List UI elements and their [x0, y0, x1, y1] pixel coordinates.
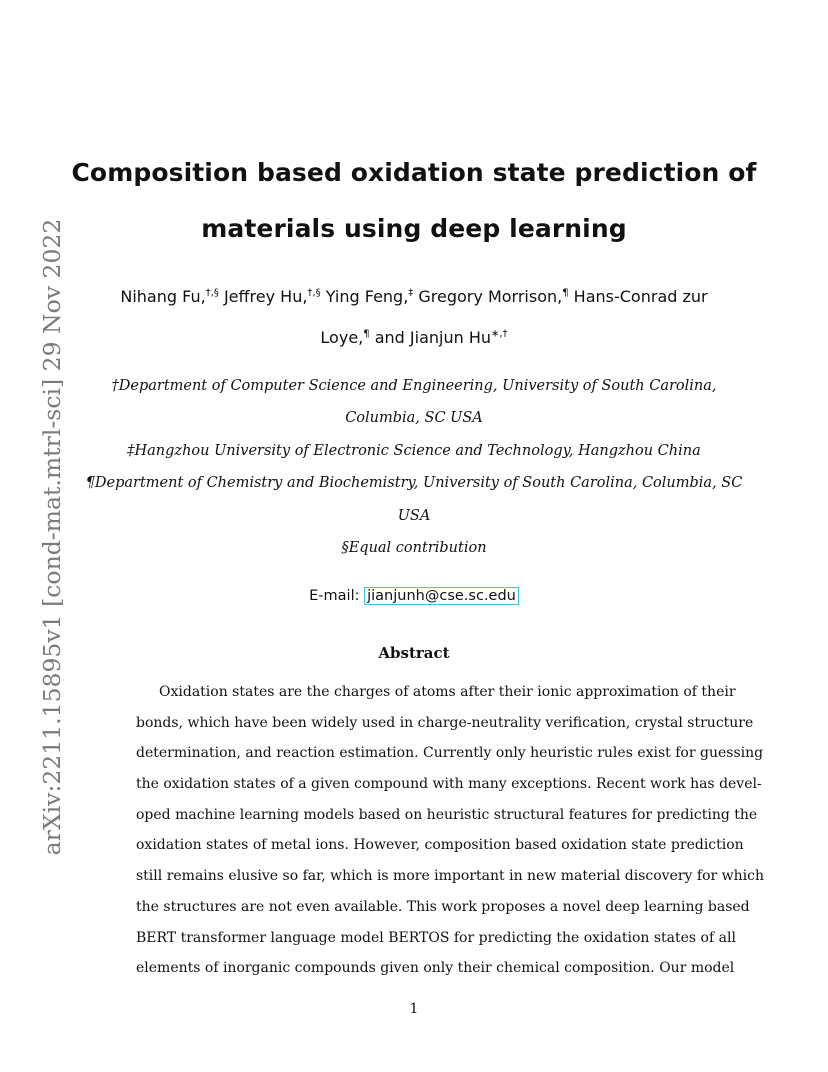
abstract-line: elements of inorganic compounds given only their chemical composition. Our model: [136, 960, 735, 977]
abstract-line: bonds, which have been widely used in charge-neutrality verification, crystal structure: [136, 714, 754, 731]
abstract-line: BERT transformer language model BERTOS for predicting the oxidation states of all: [136, 929, 736, 946]
abstract-line: oped machine learning models based on heuristic structural features for predicting the: [136, 806, 758, 823]
page-number: 1: [409, 1001, 419, 1017]
affiliation-line: ¶Department of Chemistry and Biochemistry, University of South Carolina, Columbia, SC: [85, 475, 743, 491]
author-affil-mark: †,§: [205, 287, 219, 299]
author-line-2: [0, 328, 828, 347]
abstract-line: still remains elusive so far, which is more important in new material discovery for which: [136, 868, 764, 885]
abstract-line: oxidation states of metal ions. However, composition based oxidation state prediction: [136, 837, 744, 854]
author-name: Hans-Conrad zur: [573, 287, 708, 306]
author-name: Jeffrey Hu,: [223, 287, 308, 306]
author-affil-mark: ¶: [562, 287, 569, 299]
abstract-heading: Abstract: [378, 644, 450, 662]
author-name: Gregory Morrison,: [418, 287, 563, 306]
abstract-line: Oxidation states are the charges of atoms after their ionic approximation of their: [159, 684, 736, 700]
abstract-line: the oxidation states of a given compound with many exceptions. Recent work has devel-: [136, 776, 762, 793]
affiliation-line: USA: [397, 508, 431, 524]
email-line: [0, 588, 828, 604]
author-affil-mark: ¶: [363, 328, 370, 340]
author-name: Loye,: [320, 328, 364, 347]
arxiv-stamp: arXiv:2211.15895v1 [cond-mat.mtrl-sci] 29 Nov 2022: [38, 218, 66, 856]
author-affil-mark: †,§: [307, 287, 321, 299]
author-affil-mark: ‡: [408, 287, 414, 299]
email-label: E-mail:: [309, 588, 365, 604]
abstract-body: [136, 680, 764, 987]
email-link[interactable]: jianjunh@cse.sc.edu: [364, 587, 519, 605]
author-affil-mark: ∗,†: [491, 328, 508, 340]
paper-title-line-1: Composition based oxidation state prediction of: [71, 158, 757, 187]
paper-title-line-2: materials using deep learning: [201, 214, 627, 243]
affiliation-line: †Department of Computer Science and Engineering, University of South Carolina,: [111, 378, 717, 394]
abstract-line: the structures are not even available. This work proposes a novel deep learning based: [136, 898, 750, 915]
author-name: and Jianjun Hu: [374, 328, 491, 347]
equal-contribution-note: §Equal contribution: [341, 540, 487, 556]
affiliation-line: ‡Hangzhou University of Electronic Science and Technology, Hangzhou China: [127, 443, 701, 459]
abstract-line: determination, and reaction estimation. Currently only heuristic rules exist for guessing: [136, 745, 764, 762]
author-line-1: [0, 287, 828, 306]
affiliation-line: Columbia, SC USA: [345, 410, 483, 426]
author-name: Ying Feng,: [325, 287, 409, 306]
author-name: Nihang Fu,: [120, 287, 206, 306]
